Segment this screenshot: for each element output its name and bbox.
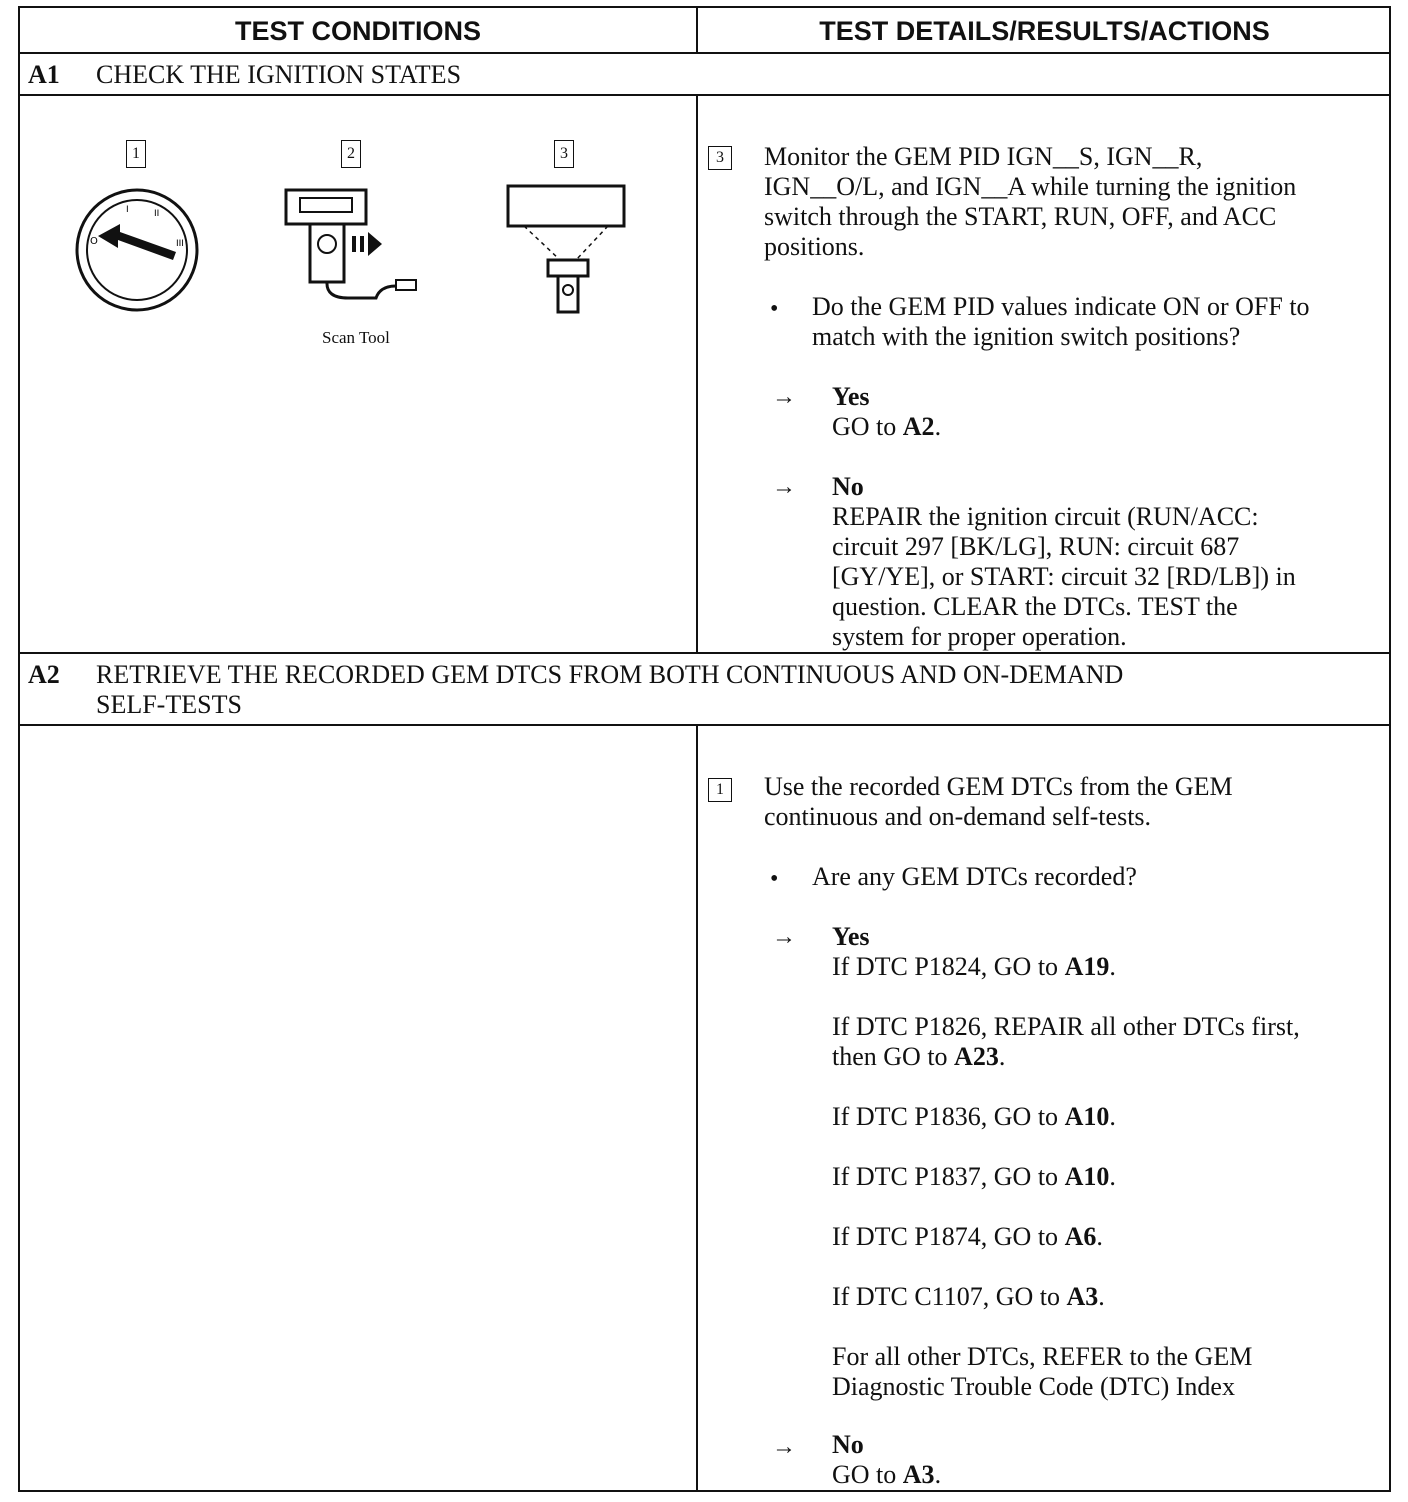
step-a2-id: A2 (28, 660, 60, 689)
text-line: For all other DTCs, REFER to the GEM (832, 1342, 1253, 1371)
column-divider (696, 726, 698, 1492)
svg-text:O: O (90, 236, 98, 247)
text-line: switch through the START, RUN, OFF, and ACC (764, 202, 1277, 231)
arrow-icon: → (772, 474, 796, 500)
header-test-details: TEST DETAILS/RESULTS/ACTIONS (819, 15, 1270, 46)
text-line: If DTC P1824, GO to A19. (832, 952, 1116, 981)
scan-tool-caption: Scan Tool (322, 328, 390, 347)
step-link: A3 (1066, 1282, 1099, 1311)
step-number: 3 (708, 146, 732, 170)
bullet: • (770, 866, 779, 892)
text-line: If DTC C1107, GO to A3. (832, 1282, 1105, 1311)
column-divider (696, 8, 698, 54)
step-a1-id: A1 (28, 60, 60, 89)
text-line: Use the recorded GEM DTCs from the GEM (764, 772, 1233, 801)
step-number: 1 (708, 778, 732, 802)
vehicle-module-icon (504, 180, 634, 320)
illustration-number: 1 (126, 140, 146, 168)
scan-tool-icon (278, 186, 428, 306)
text-line: If DTC P1836, GO to A10. (832, 1102, 1116, 1131)
text-line: Monitor the GEM PID IGN__S, IGN__R, (764, 142, 1203, 171)
step-link: A19 (1064, 952, 1110, 981)
svg-text:III: III (176, 239, 184, 249)
text-line: IGN__O/L, and IGN__A while turning the ignition (764, 172, 1297, 201)
diagnostic-table (18, 6, 1391, 1492)
yes-label: Yes (832, 922, 870, 951)
text: If DTC P1824, GO to (832, 952, 1065, 981)
text-line: If DTC P1826, REPAIR all other DTCs first, (832, 1012, 1300, 1041)
text-line: circuit 297 [BK/LG], RUN: circuit 687 (832, 532, 1240, 561)
step-link: A2 (902, 412, 935, 441)
a1-instruction (764, 142, 1394, 262)
divider (20, 724, 1389, 726)
text: GO to (832, 1460, 903, 1489)
text-line: [GY/YE], or START: circuit 32 [RD/LB]) in (832, 562, 1296, 591)
no-label: No (832, 472, 864, 501)
arrow-icon: → (772, 1434, 796, 1460)
text-line: If DTC P1874, GO to A6. (832, 1222, 1103, 1251)
text-line: GO to A2. (832, 412, 942, 441)
yes-label: Yes (832, 382, 870, 411)
text-line: question. CLEAR the DTCs. TEST the (832, 592, 1238, 621)
column-divider (696, 96, 698, 654)
step-link: A3 (902, 1460, 935, 1489)
arrow-icon: → (772, 384, 796, 410)
bullet: • (770, 296, 779, 322)
text: If DTC P1874, GO to (832, 1222, 1065, 1251)
text-line: match with the ignition switch positions? (812, 322, 1241, 351)
step-link: A10 (1064, 1102, 1110, 1131)
header-test-conditions: TEST CONDITIONS (234, 15, 481, 46)
ignition-switch-icon (72, 188, 202, 318)
text-line: continuous and on-demand self-tests. (764, 802, 1152, 831)
illustration-number: 2 (341, 140, 361, 168)
arrow-icon: → (772, 924, 796, 950)
text: then GO to (832, 1042, 955, 1071)
a1-no (832, 472, 1392, 652)
text-line: system for proper operation. (832, 622, 1127, 651)
step-a2-title-text (96, 660, 1296, 720)
a1-question (812, 292, 1392, 352)
step-link: A6 (1064, 1222, 1097, 1251)
a2-instruction (764, 772, 1394, 832)
illustration-number: 3 (554, 140, 574, 168)
svg-text:II: II (154, 209, 160, 219)
text: If DTC P1836, GO to (832, 1102, 1065, 1131)
a2-question: Are any GEM DTCs recorded? (812, 862, 1137, 891)
text-line: SELF-TESTS (96, 690, 242, 719)
a2-yes (832, 922, 1392, 1402)
text-line: REPAIR the ignition circuit (RUN/ACC: (832, 502, 1259, 531)
text-line: GO to A3. (832, 1460, 942, 1489)
divider (20, 52, 1389, 54)
step-a1-title-text: CHECK THE IGNITION STATES (96, 60, 462, 89)
step-link: A23 (954, 1042, 999, 1071)
text: GO to (832, 412, 903, 441)
a2-no (832, 1430, 1392, 1490)
text: If DTC C1107, GO to (832, 1282, 1067, 1311)
divider (20, 94, 1389, 96)
svg-text:I: I (126, 205, 129, 215)
text-line: Do the GEM PID values indicate ON or OFF to (812, 292, 1310, 321)
divider (20, 652, 1389, 654)
text: If DTC P1837, GO to (832, 1162, 1065, 1191)
a1-yes (832, 382, 1392, 442)
text-line: RETRIEVE THE RECORDED GEM DTCS FROM BOTH CONTINUOUS AND ON-DEMAND (96, 660, 1124, 689)
text-line: If DTC P1837, GO to A10. (832, 1162, 1116, 1191)
text-line: positions. (764, 232, 865, 261)
text-line: Diagnostic Trouble Code (DTC) Index (832, 1372, 1235, 1401)
step-link: A10 (1064, 1162, 1110, 1191)
text-line: then GO to A23. (832, 1042, 1006, 1071)
no-label: No (832, 1430, 864, 1459)
